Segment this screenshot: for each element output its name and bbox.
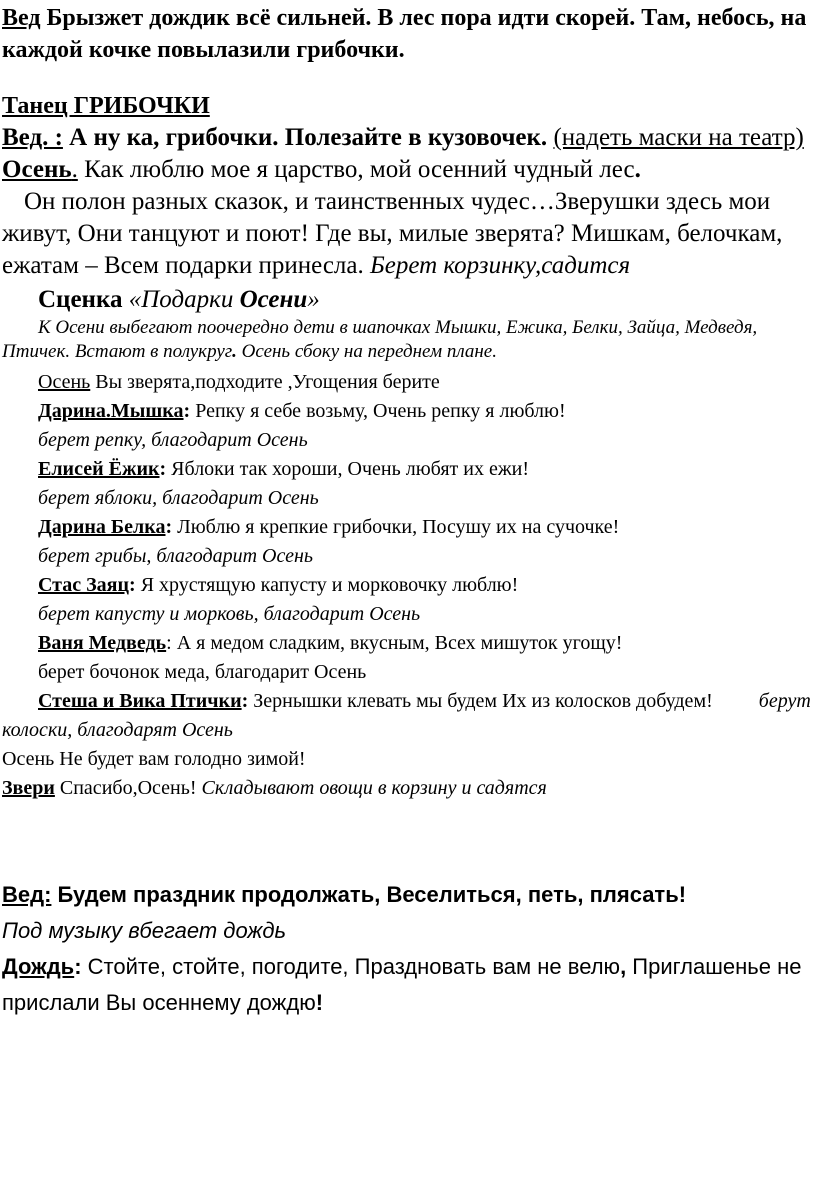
osen-line1-end: . — [634, 156, 641, 183]
speaker-ved-3: Вед: — [2, 882, 52, 907]
osen-line2-text: Он полон разных сказок, и таинственных чудес…Зверушки здесь мои живут, Они танцуют и поют! Где вы, милые зверята? Мишкам, белочкам, ежатам – Всем подарки принесла. — [2, 188, 783, 279]
stage-note: (надеть маски на театр) — [553, 124, 804, 151]
scene-title-bold: Осени — [239, 286, 308, 313]
hare-line — [2, 571, 812, 600]
osen-line1-text: Как люблю мое я царство, мой осенний чудный лес — [77, 156, 635, 183]
intro-text: Брызжет дождик всё сильней. В лес пора идти скорей. Там, небось, на каждой кочке повылазили грибочки. — [2, 5, 807, 63]
dance-title: Танец ГРИБОЧКИ — [2, 93, 210, 119]
rain-line — [2, 949, 812, 1021]
osen-line-2 — [2, 186, 812, 282]
rain-enters: Под музыку вбегает дождь — [2, 918, 287, 943]
osen-line-1 — [2, 154, 812, 186]
scene-title-open: «Подарки — [128, 286, 240, 313]
scene-heading — [2, 284, 812, 316]
animals-direction: Складывают овощи в корзину и садятся — [201, 777, 547, 799]
scene-desc-dot: . — [232, 341, 237, 362]
osen-offer — [2, 368, 812, 397]
hedgehog-colon: : — [159, 458, 167, 480]
osen-direction: Берет корзинку,садится — [369, 252, 631, 279]
osen-winter-line: Осень Не будет вам голодно зимой! — [2, 748, 306, 770]
intro-paragraph — [2, 2, 812, 66]
mouse-text: Репку я себе возьму, Очень репку я люблю! — [190, 400, 566, 422]
hare-text: Я хрустящую капусту и морковочку люблю! — [135, 574, 519, 596]
birds-colon: : — [241, 690, 249, 712]
ved-line-text: А ну ка, грибочки. Полезайте в кузовочек. — [62, 124, 548, 151]
hedgehog-direction: берет яблоки, благодарит Осень — [38, 487, 319, 509]
hedgehog-text: Яблоки так хороши, Очень любят их ежи! — [166, 458, 530, 480]
speaker-osen: Осень — [2, 156, 72, 183]
squirrel-line — [2, 513, 812, 542]
rain-text-2: Приглашенье не прислали Вы осеннему дождю — [2, 954, 802, 1015]
mouse-line — [2, 397, 812, 426]
finale-ved — [2, 877, 812, 913]
squirrel-colon: : — [165, 516, 173, 538]
speaker-osen-2: Осень — [38, 371, 91, 393]
speaker-ved-2: Вед. : — [2, 124, 63, 151]
scene-desc-2: Осень сбоку на переднем плане. — [236, 341, 497, 362]
scene-desc-1: К Осени выбегают поочередно дети в шапочках Мышки, Ежика, Белки, Зайца, Медведя, Птичек. Встают в полукруг — [2, 317, 758, 362]
rain-comma: , — [620, 954, 627, 979]
scene-title-close: » — [307, 286, 320, 313]
osen-offer-text: Вы зверята,подходите ,Угощения берите — [90, 371, 440, 393]
scene-description — [2, 316, 812, 364]
speaker-ved: Вед — [2, 5, 41, 31]
osen-dot: . — [71, 156, 78, 183]
mouse-direction: берет репку, благодарит Осень — [38, 429, 308, 451]
spacer — [2, 803, 812, 877]
speaker-animals: Звери — [2, 777, 55, 799]
hare-direction: берет капусту и морковь, благодарит Осень — [38, 603, 421, 625]
squirrel-direction: берет грибы, благодарит Осень — [38, 545, 313, 567]
bear-text: : А я медом сладким, вкусным, Всех мишуток угощу! — [166, 632, 623, 654]
animals-text: Спасибо,Осень! — [54, 777, 202, 799]
rain-colon: : — [74, 954, 82, 979]
birds-line — [2, 687, 812, 745]
scene-label: Сценка — [38, 286, 129, 313]
rain-text-1: Стойте, стойте, погодите, Праздновать вам не велю — [81, 954, 621, 979]
animals-line — [2, 774, 812, 803]
rain-excl: ! — [315, 990, 324, 1015]
speaker-hedgehog: Елисей Ёжик — [38, 458, 160, 480]
speaker-rain: Дождь — [2, 954, 75, 979]
bear-direction: берет бочонок меда, благодарит Осень — [38, 661, 367, 683]
speaker-mouse: Дарина.Мышка — [38, 400, 184, 422]
mouse-colon: : — [183, 400, 191, 422]
spacer — [2, 66, 812, 90]
squirrel-text: Люблю я крепкие грибочки, Посушу их на сучочке! — [172, 516, 620, 538]
hare-colon: : — [129, 574, 136, 596]
speaker-hare: Стас Заяц — [38, 574, 130, 596]
speaker-bear: Ваня Медведь — [38, 632, 167, 654]
speaker-squirrel: Дарина Белка — [38, 516, 166, 538]
hedgehog-line — [2, 455, 812, 484]
birds-direction: берут колоски, благодарят Осень — [2, 690, 811, 741]
ved-line — [2, 122, 812, 154]
bear-line — [2, 629, 812, 658]
finale-ved-text: Будем праздник продолжать, Веселиться, петь, плясать! — [51, 882, 687, 907]
birds-text: Зернышки клевать мы будем Их из колосков добудем! — [248, 690, 713, 712]
speaker-birds: Стеша и Вика Птички — [38, 690, 242, 712]
